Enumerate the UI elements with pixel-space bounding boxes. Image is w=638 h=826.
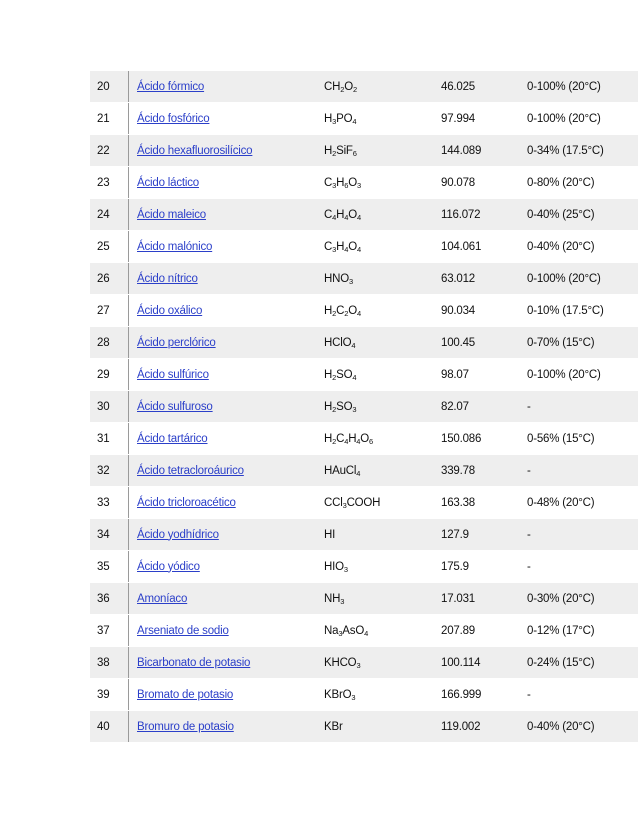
- formula-subscript: 3: [332, 244, 337, 254]
- substance-name-cell: [129, 71, 318, 103]
- substance-name-cell: [129, 519, 318, 551]
- formula-element: PO: [336, 112, 353, 125]
- formula-element: KBr: [324, 720, 343, 733]
- formula-element: O: [348, 208, 357, 221]
- table-row: [90, 167, 638, 199]
- substance-link[interactable]: Arseniato de sodio: [137, 624, 229, 637]
- formula-element: SiF: [336, 144, 353, 157]
- row-number: 35: [90, 551, 129, 583]
- substance-link[interactable]: Ácido yodhídrico: [137, 528, 219, 541]
- substance-link[interactable]: Amoníaco: [137, 592, 188, 605]
- solubility-range: 0-100% (20°C): [520, 263, 638, 295]
- solubility-range: 0-80% (20°C): [520, 167, 638, 199]
- formula-subscript: 4: [356, 468, 361, 478]
- formula-element: H: [324, 304, 333, 317]
- solubility-range: 0-56% (15°C): [520, 423, 638, 455]
- substance-name-cell: [129, 487, 318, 519]
- table-row: [90, 679, 638, 711]
- formula-subscript: 4: [344, 212, 349, 222]
- row-number: 29: [90, 359, 129, 391]
- chemical-formula: [317, 551, 434, 583]
- formula-subscript: 3: [340, 596, 345, 606]
- formula-subscript: 2: [352, 84, 357, 94]
- row-number: 30: [90, 391, 129, 423]
- formula-subscript: 4: [356, 308, 361, 318]
- formula-element: O: [348, 240, 357, 253]
- formula-element: HI: [324, 528, 336, 541]
- table-row: [90, 199, 638, 231]
- substance-link[interactable]: Ácido sulfúrico: [137, 368, 209, 381]
- molar-mass: 82.07: [434, 391, 520, 423]
- table-row: [90, 263, 638, 295]
- substance-name-cell: [129, 231, 318, 263]
- formula-subscript: 2: [332, 148, 337, 158]
- chemical-formula: [317, 71, 434, 103]
- solubility-range: 0-40% (20°C): [520, 711, 638, 743]
- formula-element: H: [324, 368, 333, 381]
- chemical-formula: [317, 199, 434, 231]
- chemical-formula: [317, 679, 434, 711]
- formula-element: HIO: [324, 560, 344, 573]
- formula-subscript: 6: [352, 148, 357, 158]
- chemical-formula: [317, 359, 434, 391]
- formula-subscript: 3: [356, 660, 361, 670]
- substance-name-cell: [129, 167, 318, 199]
- formula-element: COOH: [346, 496, 381, 509]
- row-number: 22: [90, 135, 129, 167]
- molar-mass: 119.002: [434, 711, 520, 743]
- formula-element: Na: [324, 624, 339, 637]
- formula-element: C: [324, 208, 333, 221]
- substance-name-cell: [129, 135, 318, 167]
- substance-link[interactable]: Bromato de potasio: [137, 688, 234, 701]
- chemicals-table-body: [90, 71, 638, 743]
- substance-name-cell: [129, 679, 318, 711]
- formula-element: AsO: [342, 624, 365, 637]
- molar-mass: 90.034: [434, 295, 520, 327]
- solubility-range: 0-10% (17.5°C): [520, 295, 638, 327]
- formula-element: HClO: [324, 336, 352, 349]
- formula-element: H: [324, 144, 333, 157]
- formula-subscript: 3: [356, 180, 361, 190]
- solubility-range: 0-100% (20°C): [520, 359, 638, 391]
- formula-element: C: [336, 432, 345, 445]
- table-row: [90, 615, 638, 647]
- table-row: [90, 327, 638, 359]
- substance-link[interactable]: Ácido maleico: [137, 208, 206, 221]
- molar-mass: 207.89: [434, 615, 520, 647]
- table-row: [90, 391, 638, 423]
- chemical-formula: [317, 135, 434, 167]
- formula-element: C: [324, 240, 333, 253]
- formula-subscript: 2: [332, 308, 337, 318]
- substance-link[interactable]: Ácido sulfuroso: [137, 400, 213, 413]
- formula-element: SO: [336, 368, 353, 381]
- formula-subscript: 3: [348, 276, 353, 286]
- chemical-formula: [317, 263, 434, 295]
- substance-name-cell: [129, 359, 318, 391]
- table-row: [90, 103, 638, 135]
- table-row: [90, 71, 638, 103]
- molar-mass: 17.031: [434, 583, 520, 615]
- solubility-range: 0-34% (17.5°C): [520, 135, 638, 167]
- substance-name-cell: [129, 199, 318, 231]
- substance-name-cell: [129, 295, 318, 327]
- molar-mass: 46.025: [434, 71, 520, 103]
- substance-link[interactable]: Ácido perclórico: [137, 336, 216, 349]
- chemical-formula: [317, 583, 434, 615]
- solubility-range: -: [520, 391, 638, 423]
- formula-subscript: 6: [344, 180, 349, 190]
- molar-mass: 127.9: [434, 519, 520, 551]
- solubility-range: 0-30% (20°C): [520, 583, 638, 615]
- molar-mass: 90.078: [434, 167, 520, 199]
- chemical-formula: [317, 423, 434, 455]
- row-number: 23: [90, 167, 129, 199]
- row-number: 40: [90, 711, 129, 743]
- formula-element: O: [344, 80, 353, 93]
- formula-subscript: 3: [338, 628, 343, 638]
- formula-subscript: 4: [356, 212, 361, 222]
- table-row: [90, 359, 638, 391]
- formula-element: O: [348, 304, 357, 317]
- formula-element: C: [324, 176, 333, 189]
- formula-subscript: 2: [332, 372, 337, 382]
- formula-subscript: 3: [352, 404, 357, 414]
- formula-subscript: 4: [364, 628, 369, 638]
- substance-name-cell: [129, 423, 318, 455]
- molar-mass: 150.086: [434, 423, 520, 455]
- molar-mass: 97.994: [434, 103, 520, 135]
- solubility-range: -: [520, 679, 638, 711]
- formula-element: H: [336, 240, 345, 253]
- formula-subscript: 4: [351, 340, 356, 350]
- solubility-range: 0-40% (25°C): [520, 199, 638, 231]
- solubility-range: 0-100% (20°C): [520, 71, 638, 103]
- substance-link[interactable]: Ácido láctico: [137, 176, 199, 189]
- chemicals-table: [90, 71, 638, 743]
- chemical-formula: [317, 615, 434, 647]
- formula-element: SO: [336, 400, 353, 413]
- chemical-formula: [317, 647, 434, 679]
- formula-element: C: [336, 304, 345, 317]
- molar-mass: 339.78: [434, 455, 520, 487]
- formula-element: H: [324, 112, 333, 125]
- substance-name-cell: [129, 551, 318, 583]
- substance-link[interactable]: Ácido fosfórico: [137, 112, 210, 125]
- formula-subscript: 6: [369, 436, 374, 446]
- formula-element: H: [336, 176, 345, 189]
- substance-name-cell: [129, 615, 318, 647]
- table-row: [90, 583, 638, 615]
- formula-element: O: [348, 176, 357, 189]
- substance-link[interactable]: Ácido tetracloroáurico: [137, 464, 244, 477]
- formula-subscript: 3: [343, 564, 348, 574]
- molar-mass: 166.999: [434, 679, 520, 711]
- formula-element: HAuCl: [324, 464, 357, 477]
- solubility-range: 0-24% (15°C): [520, 647, 638, 679]
- chemical-formula: [317, 711, 434, 743]
- formula-element: NH: [324, 592, 341, 605]
- formula-subscript: 2: [344, 308, 349, 318]
- solubility-range: -: [520, 455, 638, 487]
- solubility-range: 0-12% (17°C): [520, 615, 638, 647]
- substance-name-cell: [129, 327, 318, 359]
- formula-subscript: 4: [352, 116, 357, 126]
- row-number: 32: [90, 455, 129, 487]
- formula-element: H: [324, 400, 333, 413]
- table-row: [90, 423, 638, 455]
- molar-mass: 100.114: [434, 647, 520, 679]
- substance-link[interactable]: Bromuro de potasio: [137, 720, 234, 733]
- row-number: 39: [90, 679, 129, 711]
- substance-name-cell: [129, 103, 318, 135]
- table-row: [90, 295, 638, 327]
- molar-mass: 63.012: [434, 263, 520, 295]
- solubility-range: 0-48% (20°C): [520, 487, 638, 519]
- substance-name-cell: [129, 455, 318, 487]
- formula-element: H: [348, 432, 357, 445]
- formula-subscript: 4: [344, 244, 349, 254]
- formula-element: KBrO: [324, 688, 352, 701]
- table-row: [90, 231, 638, 263]
- row-number: 36: [90, 583, 129, 615]
- formula-subscript: 4: [344, 436, 349, 446]
- substance-link[interactable]: Ácido yódico: [137, 560, 200, 573]
- substance-name-cell: [129, 391, 318, 423]
- formula-subscript: 2: [332, 404, 337, 414]
- molar-mass: 98.07: [434, 359, 520, 391]
- molar-mass: 100.45: [434, 327, 520, 359]
- substance-link[interactable]: Ácido tartárico: [137, 432, 208, 445]
- chemical-formula: [317, 391, 434, 423]
- table-row: [90, 647, 638, 679]
- chemical-formula: [317, 231, 434, 263]
- table-row: [90, 455, 638, 487]
- formula-element: HNO: [324, 272, 349, 285]
- substance-link[interactable]: Ácido tricloroacético: [137, 496, 236, 509]
- chemical-formula: [317, 167, 434, 199]
- row-number: 34: [90, 519, 129, 551]
- row-number: 31: [90, 423, 129, 455]
- formula-subscript: 4: [332, 212, 337, 222]
- row-number: 21: [90, 103, 129, 135]
- substance-link[interactable]: Ácido nítrico: [137, 272, 198, 285]
- row-number: 27: [90, 295, 129, 327]
- formula-subscript: 3: [332, 116, 337, 126]
- molar-mass: 163.38: [434, 487, 520, 519]
- table-row: [90, 135, 638, 167]
- row-number: 24: [90, 199, 129, 231]
- substance-link[interactable]: Ácido fórmico: [137, 80, 205, 93]
- table-row: [90, 551, 638, 583]
- chemical-formula: [317, 327, 434, 359]
- substance-link[interactable]: Ácido oxálico: [137, 304, 203, 317]
- formula-subscript: 3: [332, 180, 337, 190]
- row-number: 38: [90, 647, 129, 679]
- formula-element: CH: [324, 80, 341, 93]
- formula-element: KHCO: [324, 656, 357, 669]
- substance-name-cell: [129, 263, 318, 295]
- row-number: 25: [90, 231, 129, 263]
- solubility-range: 0-40% (20°C): [520, 231, 638, 263]
- chemical-formula: [317, 455, 434, 487]
- substance-link[interactable]: Ácido hexafluorosilícico: [137, 144, 253, 157]
- formula-element: H: [336, 208, 345, 221]
- molar-mass: 104.061: [434, 231, 520, 263]
- formula-element: CCl: [324, 496, 343, 509]
- solubility-range: 0-100% (20°C): [520, 103, 638, 135]
- formula-element: O: [360, 432, 370, 445]
- molar-mass: 116.072: [434, 199, 520, 231]
- chemical-formula: [317, 519, 434, 551]
- formula-subscript: 2: [340, 84, 345, 94]
- chemical-formula: [317, 487, 434, 519]
- solubility-range: -: [520, 519, 638, 551]
- formula-subscript: 4: [352, 372, 357, 382]
- substance-name-cell: [129, 583, 318, 615]
- solubility-range: -: [520, 551, 638, 583]
- substance-link[interactable]: Bicarbonato de potasio: [137, 656, 251, 669]
- row-number: 28: [90, 327, 129, 359]
- substance-link[interactable]: Ácido malónico: [137, 240, 213, 253]
- formula-subscript: 2: [332, 436, 337, 446]
- formula-subscript: 4: [356, 436, 361, 446]
- molar-mass: 144.089: [434, 135, 520, 167]
- table-row: [90, 519, 638, 551]
- formula-subscript: 3: [342, 500, 347, 510]
- row-number: 37: [90, 615, 129, 647]
- chemical-formula: [317, 103, 434, 135]
- chemical-formula: [317, 295, 434, 327]
- formula-subscript: 4: [356, 244, 361, 254]
- table-row: [90, 711, 638, 743]
- formula-subscript: 3: [351, 692, 356, 702]
- row-number: 33: [90, 487, 129, 519]
- substance-name-cell: [129, 647, 318, 679]
- row-number: 20: [90, 71, 129, 103]
- molar-mass: 175.9: [434, 551, 520, 583]
- row-number: 26: [90, 263, 129, 295]
- substance-name-cell: [129, 711, 318, 743]
- table-row: [90, 487, 638, 519]
- formula-element: H: [324, 432, 333, 445]
- solubility-range: 0-70% (15°C): [520, 327, 638, 359]
